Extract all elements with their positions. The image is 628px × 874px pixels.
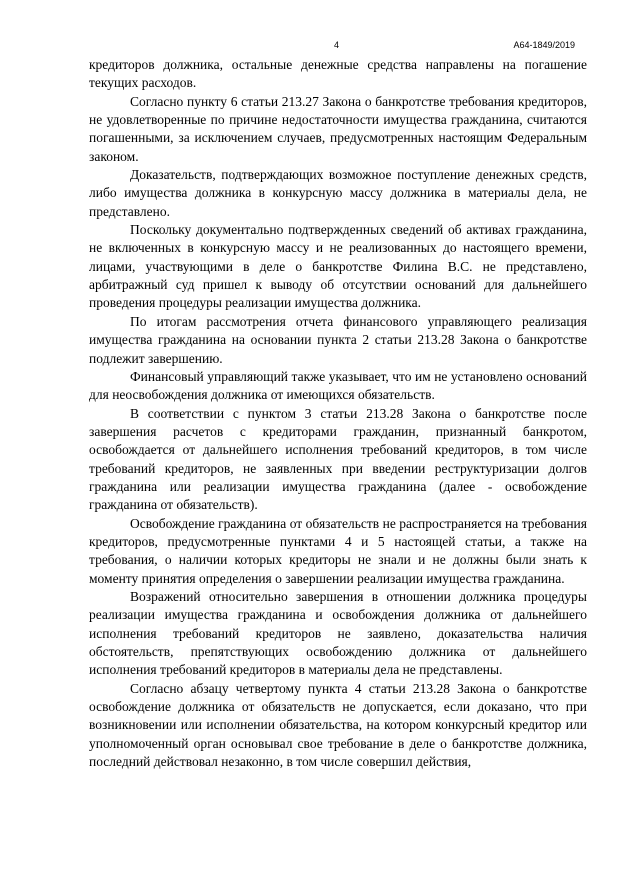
- document-body: [89, 56, 587, 771]
- case-number: А64-1849/2019: [513, 40, 575, 50]
- page-header: [0, 40, 628, 54]
- paragraph: Доказательств, подтверждающих возможное поступление денежных средств, либо имущества должника в конкурсную массу должника в материалы дела, не представлено.: [89, 167, 587, 219]
- paragraph: Согласно пункту 6 статьи 213.27 Закона о банкротстве требования кредиторов, не удовлетворенные по причине недостаточности имущества гражданина, считаются погашенными, за исключением случаев, предусмотренных настоящим Федеральным законом.: [89, 93, 587, 164]
- paragraph: Поскольку документально подтвержденных сведений об активах гражданина, не включенных в конкурсную массу и не реализованных до настоящего времени, лицами, участвующими в деле о банкротстве Филина В.С. не представлено, арбитражный суд пришел к выводу об отсутствии оснований для дальнейшего проведения процедуры реализации имущества должника.: [89, 222, 587, 311]
- paragraph: Освобождение гражданина от обязательств не распространяется на требования кредиторов, предусмотренные пунктами 4 и 5 настоящей статьи, а также на требования, о наличии которых кредиторы не знали и не должны были знать к моменту принятия определения о завершении реализации имущества гражданина.: [89, 515, 587, 586]
- paragraph: Согласно абзацу четвертому пункта 4 статьи 213.28 Закона о банкротстве освобождение должника от обязательств не допускается, если доказано, что при возникновении или исполнении обязательства, на котором конкурсный кредитор или уполномоченный орган основывал свое требование в деле о банкротстве должника, последний действовал незаконно, в том числе совершил действия,: [89, 680, 587, 770]
- page-number: 4: [334, 40, 340, 50]
- paragraph: В соответствии с пунктом 3 статьи 213.28 Закона о банкротстве после завершения расчетов с кредиторами гражданин, признанный банкротом, освобождается от дальнейшего исполнения требований кредиторов, в том числе требований кредиторов, не заявленных при введении реструктуризации долгов гражданина или реализации имущества гражданина (далее - освобождение гражданина от обязательств).: [89, 405, 587, 513]
- paragraph: Финансовый управляющий также указывает, что им не установлено оснований для неосвобождения должника от имеющихся обязательств.: [89, 368, 587, 403]
- paragraph: По итогам рассмотрения отчета финансового управляющего реализация имущества гражданина на основании пункта 2 статьи 213.28 Закона о банкротстве подлежит завершению.: [89, 313, 587, 366]
- paragraph: кредиторов должника, остальные денежные средства направлены на погашение текущих расходов.: [89, 57, 587, 91]
- paragraph: Возражений относительно завершения в отношении должника процедуры реализации имущества гражданина и освобождения должника от дальнейшего исполнения требований кредиторов не заявлено, доказательства наличия обстоятельств, препятствующих освобождению должника от дальнейшего исполнения требований кредиторов в материалы дела не представлены.: [89, 588, 587, 678]
